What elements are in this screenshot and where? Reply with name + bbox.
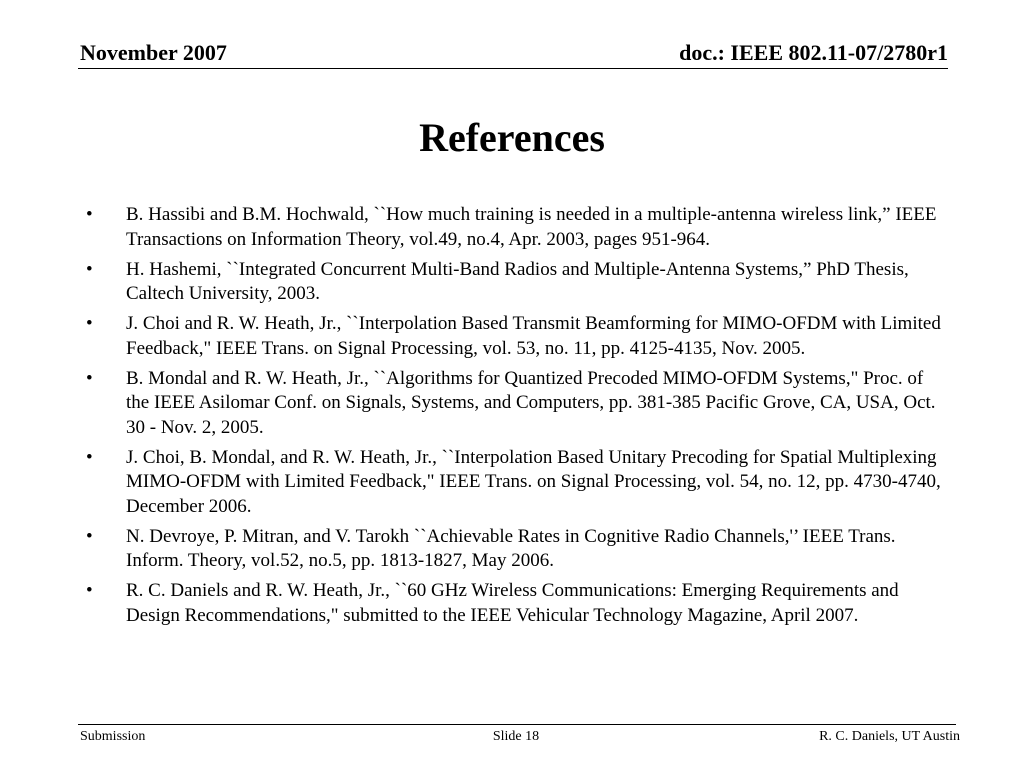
bullet-icon: •	[86, 446, 93, 468]
footer-submission: Submission	[80, 729, 146, 744]
reference-text: B. Hassibi and B.M. Hochwald, ``How much training is needed in a multiple-antenna wireless link,” IEEE Transactions on Information Theory, vol.49, no.4, Apr. 2003, pages 951-964.	[126, 204, 937, 250]
header-date: November 2007	[80, 40, 227, 65]
bullet-icon: •	[86, 367, 93, 389]
reference-text: J. Choi, B. Mondal, and R. W. Heath, Jr., ``Interpolation Based Unitary Precoding for Spatial Multiplexing MIMO-OFDM with Limited Feedback," IEEE Trans. on Signal Processing, vol. 54, no. 12, pp. 4730-4740, December 2006.	[126, 446, 941, 517]
bullet-icon: •	[86, 313, 93, 334]
reference-item	[86, 258, 946, 307]
slide-title: References	[419, 115, 605, 160]
reference-item	[86, 203, 946, 252]
reference-list	[86, 203, 946, 634]
footer-slide-number: Slide 18	[492, 729, 540, 744]
bullet-icon: •	[86, 258, 93, 280]
reference-text: R. C. Daniels and R. W. Heath, Jr., ``60 GHz Wireless Communications: Emerging Requirements and Design Recommendations," submitted to the IEEE Vehicular Technology Magazine, April 2007.	[126, 580, 899, 626]
reference-item	[86, 367, 946, 441]
footer-divider	[78, 724, 956, 725]
header-divider	[78, 68, 948, 69]
bullet-icon: •	[86, 204, 93, 225]
reference-text: H. Hashemi, ``Integrated Concurrent Multi-Band Radios and Multiple-Antenna Systems,” PhD Thesis, Caltech University, 2003.	[126, 258, 909, 304]
bullet-icon: •	[86, 525, 93, 547]
reference-item	[86, 446, 946, 520]
reference-text: J. Choi and R. W. Heath, Jr., ``Interpolation Based Transmit Beamforming for MIMO-OFDM with Limited Feedback," IEEE Trans. on Signal Processing, vol. 53, no. 11, pp. 4125-4135, Nov. 2005.	[126, 313, 941, 359]
reference-item	[86, 312, 946, 361]
bullet-icon: •	[86, 580, 93, 601]
reference-text: N. Devroye, P. Mitran, and V. Tarokh ``Achievable Rates in Cognitive Radio Channels,'’ IEEE Trans. Inform. Theory, vol.52, no.5, pp. 1813-1827, May 2006.	[126, 525, 896, 571]
reference-item	[86, 525, 946, 574]
header-document-id: doc.: IEEE 802.11-07/2780r1	[679, 40, 948, 65]
reference-item	[86, 579, 946, 628]
footer-author: R. C. Daniels, UT Austin	[819, 729, 960, 744]
reference-text: B. Mondal and R. W. Heath, Jr., ``Algorithms for Quantized Precoded MIMO-OFDM Systems," Proc. of the IEEE Asilomar Conf. on Signals, Systems, and Computers, pp. 381-385 Pacific Grove, CA, USA, Oct. 30 - Nov. 2, 2005.	[126, 367, 936, 438]
